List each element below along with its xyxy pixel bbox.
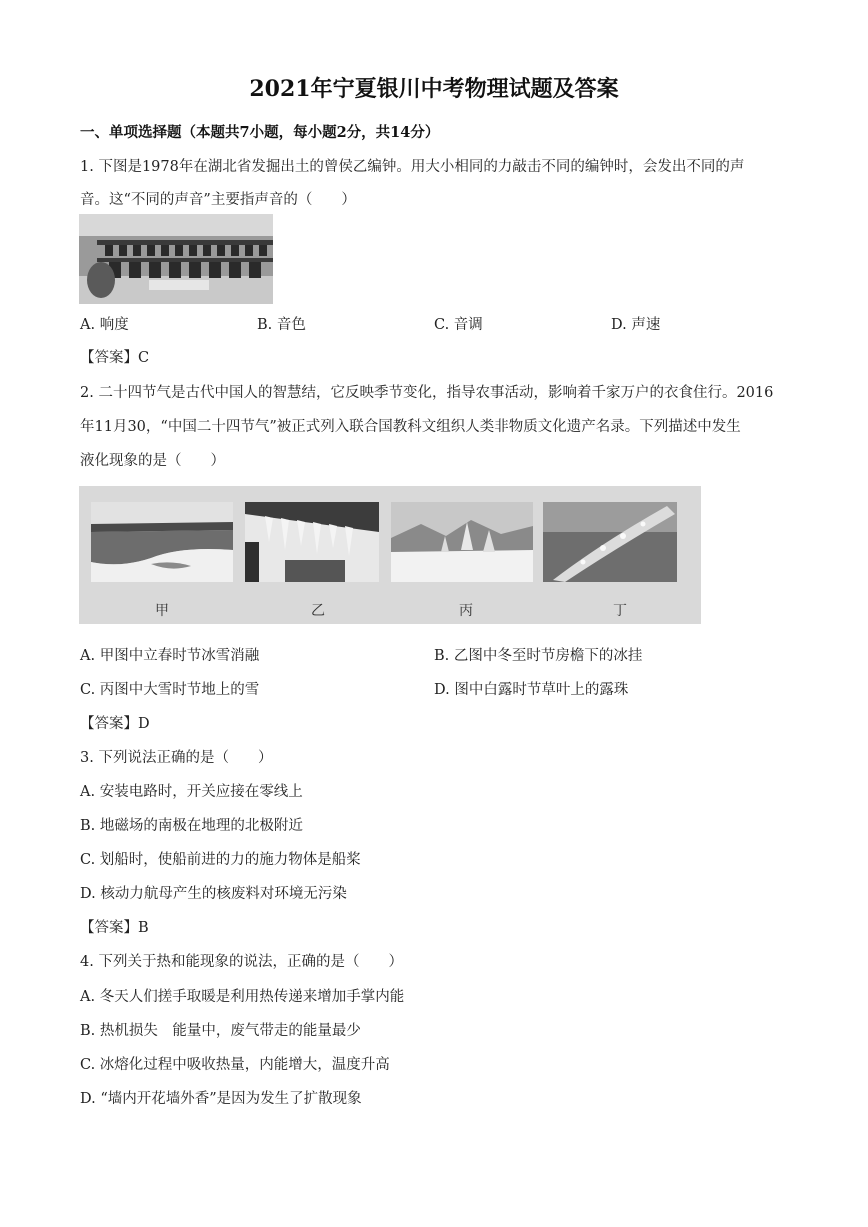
q4-option-b: B. 热机损失 能量中，废气带走的能量最少 — [80, 1023, 361, 1039]
q4-option-d: D. “墙内开花墙外香”是因为发生了扩散现象 — [80, 1091, 362, 1107]
q3-option-d: D. 核动力航母产生的核废料对环境无污染 — [80, 886, 347, 902]
photo-label-jia: 甲 — [155, 603, 169, 619]
question-3-text: 3. 下列说法正确的是（ ） — [80, 750, 273, 766]
q3-answer: 【答案】B — [80, 920, 149, 936]
bianzhong-bells-photo — [79, 214, 273, 304]
photo-label-yi: 乙 — [311, 603, 325, 619]
solar-terms-photo-strip — [79, 486, 701, 624]
q3-option-c: C. 划船时，使船前进的力的施力物体是船桨 — [80, 852, 361, 868]
photo-bing-snow-field — [391, 502, 533, 582]
section-heading: 一、单项选择题（本题共7小题，每小题2分，共14分） — [80, 124, 440, 141]
question-2-text-cont: 年11月30，“中国二十四节气”被正式列入联合国教科文组织人类非物质文化遗产名录。下列描述中发生 — [80, 419, 741, 435]
question-2-text-cont2: 液化现象的是（ ） — [80, 453, 225, 469]
photo-label-ding: 丁 — [613, 603, 627, 619]
q1-option-b: B. 音色 — [257, 317, 306, 333]
q2-option-a: A. 甲图中立春时节冰雪消融 — [80, 648, 260, 664]
q4-option-a: A. 冬天人们搓手取暖是利用热传递来增加手掌内能 — [80, 989, 405, 1005]
q1-option-c: C. 音调 — [434, 317, 483, 333]
page-title: 2021年宁夏银川中考物理试题及答案 — [249, 76, 619, 102]
q1-option-a: A. 响度 — [80, 317, 129, 333]
q3-option-b: B. 地磁场的南极在地理的北极附近 — [80, 818, 303, 834]
photo-jia-melting-snow — [91, 502, 233, 582]
question-1-text: 1. 下图是1978年在湖北省发掘出土的曾侯乙编钟。用大小相同的力敲击不同的编钟时，会发出不同的声 — [80, 159, 745, 175]
q4-option-c: C. 冰熔化过程中吸收热量，内能增大，温度升高 — [80, 1057, 390, 1073]
question-2-text: 2. 二十四节气是古代中国人的智慧结，它反映季节变化，指导农事活动，影响着千家万户的衣食住行。2016 — [80, 385, 774, 401]
photo-ding-dew-on-grass — [543, 502, 677, 582]
question-4-text: 4. 下列关于热和能现象的说法，正确的是（ ） — [80, 954, 403, 970]
q2-option-b: B. 乙图中冬至时节房檐下的冰挂 — [434, 648, 643, 664]
question-1-text-cont: 音。这“不同的声音”主要指声音的（ ） — [80, 192, 356, 208]
q2-option-d: D. 图中白露时节草叶上的露珠 — [434, 682, 629, 698]
photo-yi-icicles — [245, 502, 379, 582]
q1-option-d: D. 声速 — [611, 317, 661, 333]
q2-option-c: C. 丙图中大雪时节地上的雪 — [80, 682, 260, 698]
q3-option-a: A. 安装电路时，开关应接在零线上 — [80, 784, 303, 800]
q2-answer: 【答案】D — [80, 716, 150, 732]
photo-label-bing: 丙 — [459, 603, 473, 619]
q1-answer: 【答案】C — [80, 350, 150, 366]
